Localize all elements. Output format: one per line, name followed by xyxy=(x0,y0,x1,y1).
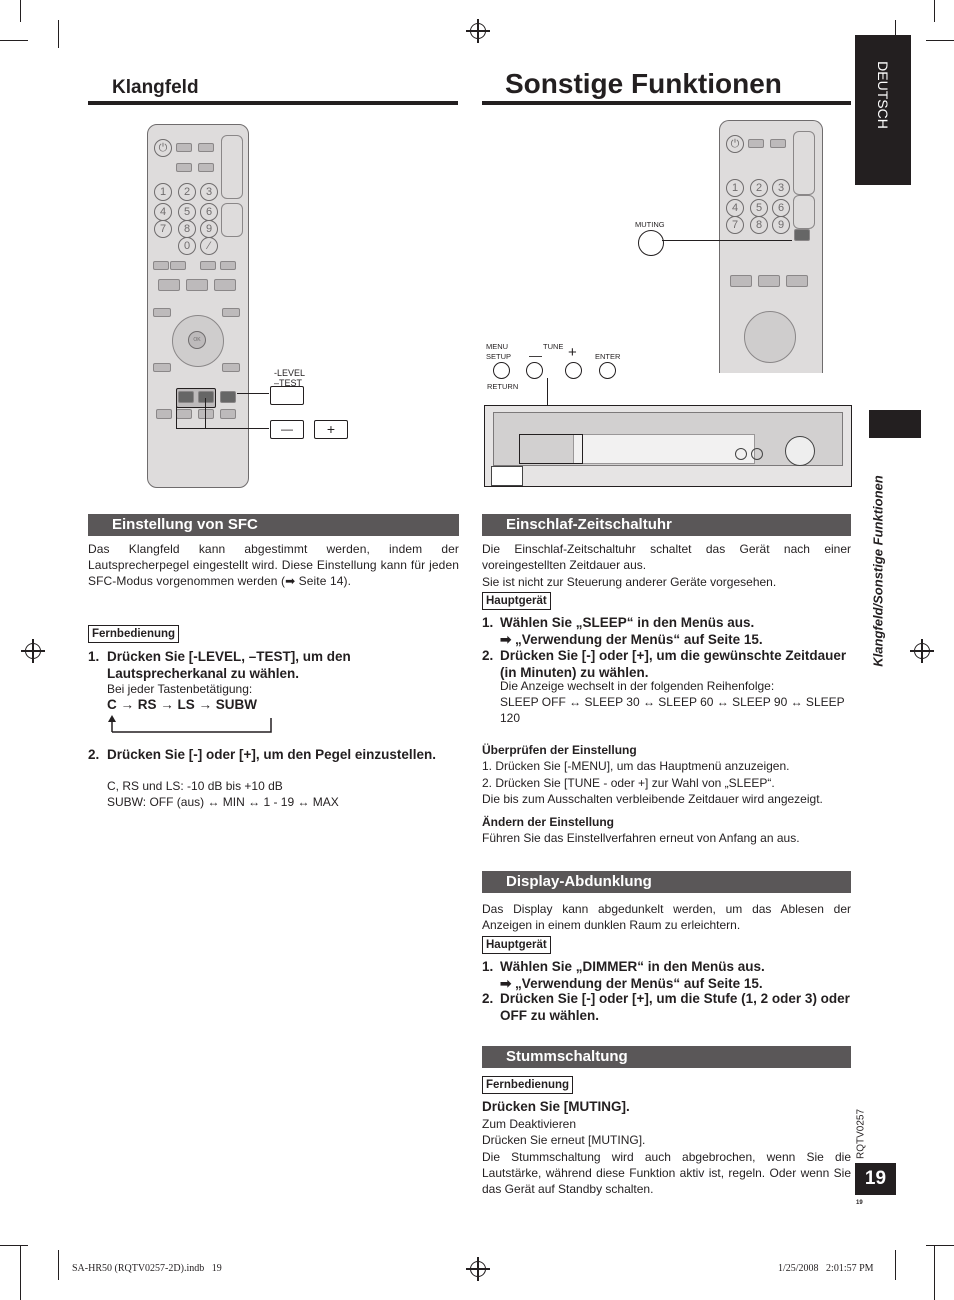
tag-main-unit: Hauptgerät xyxy=(482,592,551,610)
tune-plus-label: + xyxy=(568,344,577,361)
check-line-2: 2. Drücken Sie [TUNE - oder +] zur Wahl von „SLEEP“. xyxy=(482,776,775,790)
dimmer-step-2: 2. Drücken Sie [-] oder [+], um die Stufe (1, 2 oder 3) oder OFF zu wählen. xyxy=(482,991,850,1023)
dimmer-step-1: 1. Wählen Sie „DIMMER“ in den Menüs aus. ➡ „Verwendung der Menüs“ auf Seite 15. xyxy=(482,959,765,991)
document-code: RQTV0257 xyxy=(855,1108,867,1160)
sleep-step-2-sub1: Die Anzeige wechselt in der folgenden Reihenfolge: xyxy=(500,679,775,693)
sfc-step-2-sub1: C, RS und LS: -10 dB bis +10 dB xyxy=(107,779,283,793)
power-button-icon: ⏻ xyxy=(154,139,172,157)
level-label: -LEVEL –TEST xyxy=(274,368,306,388)
section-tab-label: Klangfeld/Sonstige Funktionen xyxy=(870,475,886,667)
registration-mark xyxy=(470,1261,486,1277)
callout-line xyxy=(176,398,177,428)
page-number: 19 xyxy=(855,1163,896,1195)
minus-button[interactable]: — xyxy=(270,420,304,439)
section-bar-dimmer: Display-Abdunklung xyxy=(482,871,851,893)
sfc-intro: Das Klangfeld kann abgestimmt werden, indem der Lautsprecherpegel eingestellt wird. Diese Einstellung kann für jeden SFC-Modus vorgenommen werden (➡ Seite 14). xyxy=(88,542,459,588)
registration-mark xyxy=(25,643,41,659)
section-tab-marker xyxy=(869,410,921,438)
crop-mark xyxy=(20,1245,21,1300)
crop-mark xyxy=(0,40,28,41)
crop-mark xyxy=(20,0,21,22)
sleep-step-2: 2. Drücken Sie [-] oder [+], um die gewünschte Zeitdauer (in Minuten) zu wählen. xyxy=(482,648,847,680)
muting-label: MUTING xyxy=(635,220,665,229)
sfc-step-2: 2. Drücken Sie [-] oder [+], um den Pegel einzustellen. xyxy=(88,747,436,762)
footer-date: 1/25/2008 2:01:57 PM xyxy=(778,1263,874,1274)
heading-rule xyxy=(88,101,458,105)
change-heading: Ändern der Einstellung xyxy=(482,815,615,829)
enter-label: ENTER xyxy=(595,352,621,361)
sfc-step-1: 1. Drücken Sie [-LEVEL, –TEST], um den Lautsprecherkanal zu wählen. xyxy=(88,649,351,681)
section-bar-sfc: Einstellung von SFC xyxy=(88,514,459,536)
crop-mark xyxy=(926,1245,954,1246)
tune-minus-label: — xyxy=(529,348,542,363)
callout-line xyxy=(237,393,269,394)
sleep-intro-2: Sie ist nicht zur Steuerung anderer Geräte vorgesehen. xyxy=(482,575,777,589)
language-tab: DEUTSCH xyxy=(855,35,911,185)
crop-mark xyxy=(58,1250,59,1280)
dimmer-intro: Das Display kann abgedunkelt werden, um das Ablesen der Anzeigen in einem dunklen Raum zu erleichtern. xyxy=(482,902,851,932)
muting-button[interactable] xyxy=(638,230,664,256)
muting-line-2: Drücken Sie erneut [MUTING]. xyxy=(482,1133,646,1147)
registration-mark xyxy=(470,23,486,39)
tune-label: TUNE xyxy=(543,342,564,351)
tag-remote: Fernbedienung xyxy=(482,1076,573,1094)
menu-setup-label: MENU SETUP xyxy=(486,342,512,361)
page-title: Sonstige Funktionen xyxy=(505,68,782,99)
return-label: RETURN xyxy=(487,382,519,391)
plus-button[interactable]: + xyxy=(314,420,348,439)
sfc-step-1-sub: Bei jeder Tastenbetätigung: xyxy=(107,682,253,696)
crop-mark xyxy=(0,1245,28,1246)
footer-filename: SA-HR50 (RQTV0257-2D).indb 19 xyxy=(72,1263,222,1274)
callout-line xyxy=(205,398,206,428)
main-unit-illustration xyxy=(484,405,852,487)
speaker-sequence: C → RS → LS → SUBW xyxy=(107,697,258,712)
check-line-1: 1. Drücken Sie [-MENU], um das Hauptmenü anzuzeigen. xyxy=(482,759,790,773)
page-number-small: 19 xyxy=(856,1200,863,1206)
menu-knob[interactable] xyxy=(493,362,510,379)
crop-mark xyxy=(934,1245,935,1300)
sequence-loop-arrow xyxy=(108,714,278,736)
sfc-step-2-sub2: SUBW: OFF (aus) ↔ MIN ↔ 1 - 19 ↔ MAX xyxy=(107,795,339,809)
heading-rule xyxy=(482,101,851,105)
level-test-button[interactable] xyxy=(270,386,304,405)
check-heading: Überprüfen der Einstellung xyxy=(482,743,637,757)
crop-mark xyxy=(895,1250,896,1280)
section-bar-muting: Stummschaltung xyxy=(482,1046,851,1068)
check-line-3: Die bis zum Ausschalten verbleibende Zeitdauer wird angezeigt. xyxy=(482,792,823,806)
crop-mark xyxy=(934,0,935,22)
tag-remote: Fernbedienung xyxy=(88,625,179,643)
section-bar-sleep: Einschlaf-Zeitschaltuhr xyxy=(482,514,851,536)
registration-mark xyxy=(914,643,930,659)
remote-control-illustration: ⏻ 1 2 3 4 5 6 7 8 9 xyxy=(719,120,823,373)
tag-main-unit: Hauptgerät xyxy=(482,936,551,954)
enter-knob[interactable] xyxy=(599,362,616,379)
sleep-sequence: SLEEP OFF ↔ SLEEP 30 ↔ SLEEP 60 ↔ SLEEP 90 ↔ SLEEP 120 xyxy=(500,695,845,725)
sleep-step-1: 1. Wählen Sie „SLEEP“ in den Menüs aus. ➡ „Verwendung der Menüs“ auf Seite 15. xyxy=(482,615,763,647)
remote-control-illustration: ⏻ 1 2 3 4 5 6 7 8 9 0 ⁄ OK xyxy=(147,124,249,488)
muting-step: Drücken Sie [MUTING]. xyxy=(482,1099,630,1114)
crop-mark xyxy=(58,20,59,48)
tune-plus-knob[interactable] xyxy=(565,362,582,379)
tune-minus-knob[interactable] xyxy=(526,362,543,379)
muting-line-1: Zum Deaktivieren xyxy=(482,1117,577,1131)
callout-line xyxy=(176,428,269,429)
sleep-intro-1: Die Einschlaf-Zeitschaltuhr schaltet das Gerät nach einer voreingestellten Zeitdauer aus. xyxy=(482,542,851,572)
muting-line-3: Die Stummschaltung wird auch abgebrochen, wenn Sie die Lautstärke, während diese Funktion aktiv ist, regeln. Oder wenn Sie das Gerät auf Standby schalten. xyxy=(482,1150,851,1196)
section-heading-klangfeld: Klangfeld xyxy=(112,77,199,98)
crop-mark xyxy=(926,40,954,41)
change-line-1: Führen Sie das Einstellverfahren erneut von Anfang an aus. xyxy=(482,831,800,845)
callout-line xyxy=(662,240,792,241)
